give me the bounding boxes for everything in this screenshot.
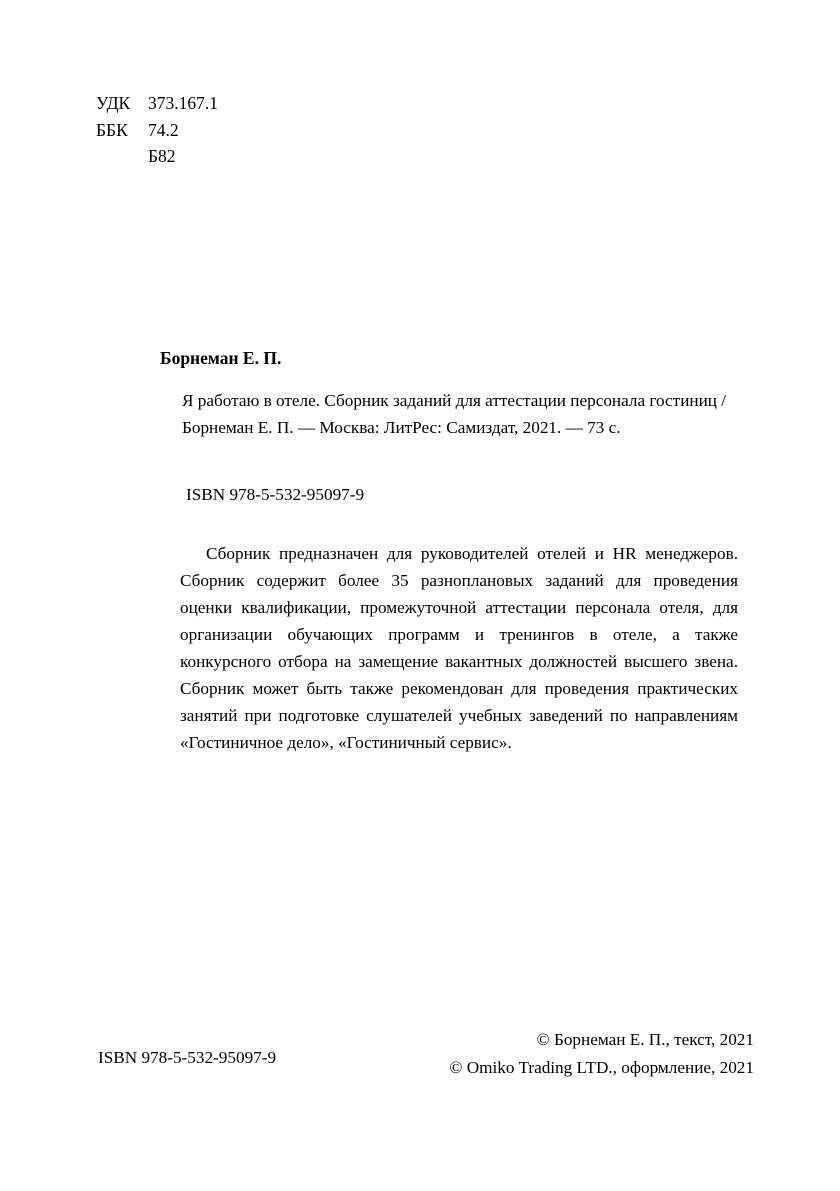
author-name: Борнеман Е. П. xyxy=(160,348,282,368)
classification-value-bbk: 74.2 xyxy=(148,119,179,140)
footer-isbn: ISBN 978-5-532-95097-9 xyxy=(98,1048,277,1067)
classification-block xyxy=(96,90,218,170)
classification-row-author-sign xyxy=(96,143,218,170)
bibliographic-description: Я работаю в отеле. Сборник заданий для аттестации персонала гостиниц / Борнеман Е. П. — Москва: ЛитРес: Самиздат, 2021. — 73 с. xyxy=(182,391,727,437)
annotation-text: Сборник предназначен для руководителей отелей и HR менеджеров. Сборник содержит более 35 разноплановых заданий для проведения оценки квалификации, промежуточной аттестации персонала отеля, для организации обучающих программ и тренингов в отеле, а также конкурсного отбора на замещение вакантных должностей высшего звена. Сборник может быть также рекомендован для проведения практических занятий при подготовке слушателей учебных заведений по направлениям «Гостиничное дело», «Гостиничный сервис». xyxy=(180,544,738,752)
copyright-publisher-line: © Omiko Trading LTD., оформление, 2021 xyxy=(449,1057,754,1077)
isbn-number: ISBN 978-5-532-95097-9 xyxy=(186,485,365,504)
copyright-block xyxy=(334,1026,754,1081)
classification-value-author-sign: Б82 xyxy=(148,146,176,167)
classification-key-udk: УДК xyxy=(96,93,131,113)
classification-row-udk xyxy=(96,90,218,117)
classification-key-bbk: ББК xyxy=(96,119,128,140)
classification-value-udk: 373.167.1 xyxy=(148,93,218,113)
copyright-author-line: © Борнеман Е. П., текст, 2021 xyxy=(536,1030,754,1049)
classification-row-bbk xyxy=(96,117,218,144)
